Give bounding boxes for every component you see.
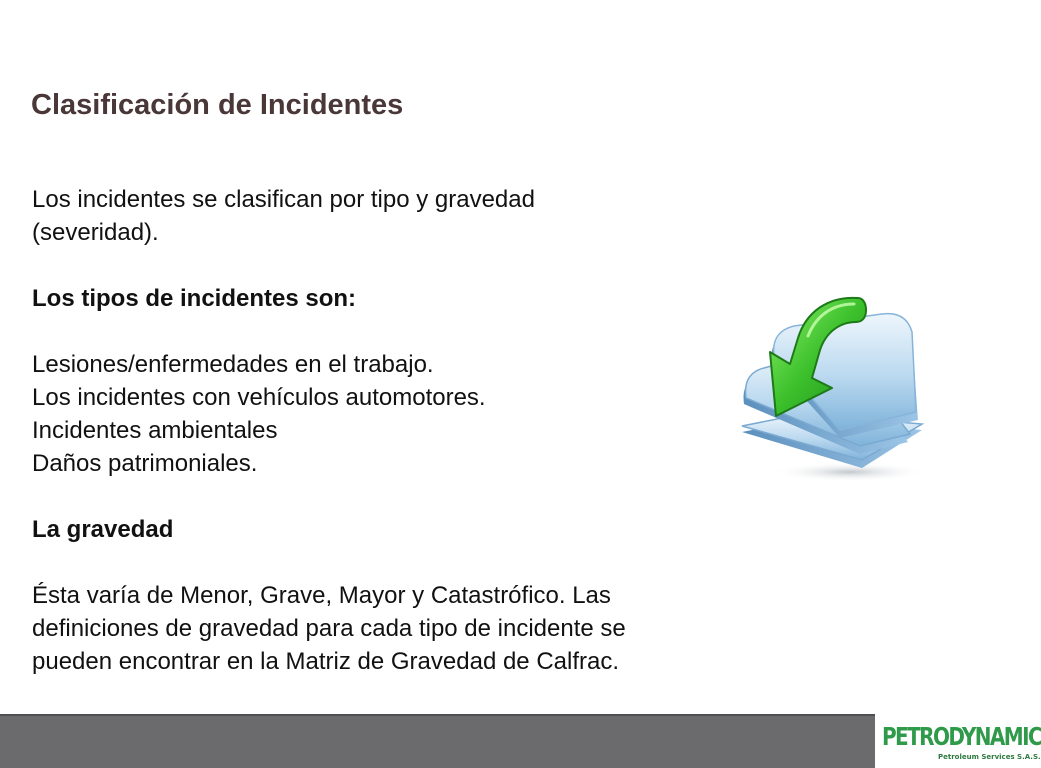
logo-wordmark: PETRODYNAMIC (882, 721, 1041, 752)
intro-line-1: Los incidentes se clasifican por tipo y gravedad (32, 186, 535, 213)
severity-heading: La gravedad (32, 516, 174, 543)
severity-line-3: pueden encontrar en la Matriz de Gravedad de Calfrac. (32, 648, 620, 675)
footer-bar (0, 714, 875, 768)
slide-title: Clasificación de Incidentes (31, 89, 404, 121)
spacer (32, 546, 752, 579)
logo-subtext: Petroleum Services S.A.S. (938, 753, 1041, 761)
type-item-injuries: Lesiones/enfermedades en el trabajo. (32, 351, 434, 378)
petrodynamic-logo (880, 718, 1041, 764)
slide-body (32, 183, 752, 678)
type-item-environmental: Incidentes ambientales (32, 417, 278, 444)
intro-line-2: (severidad). (32, 219, 159, 246)
severity-line-1: Ésta varía de Menor, Grave, Mayor y Catastrófico. Las (32, 582, 611, 609)
severity-line-2: definiciones de gravedad para cada tipo de incidente se (32, 615, 626, 642)
type-item-vehicles: Los incidentes con vehículos automotores. (32, 384, 486, 411)
arrow-down-into-stack-icon (732, 292, 928, 484)
spacer (32, 249, 752, 282)
types-heading: Los tipos de incidentes son: (32, 285, 357, 312)
spacer (32, 480, 752, 513)
spacer (32, 315, 752, 348)
type-item-property: Daños patrimoniales. (32, 450, 258, 477)
